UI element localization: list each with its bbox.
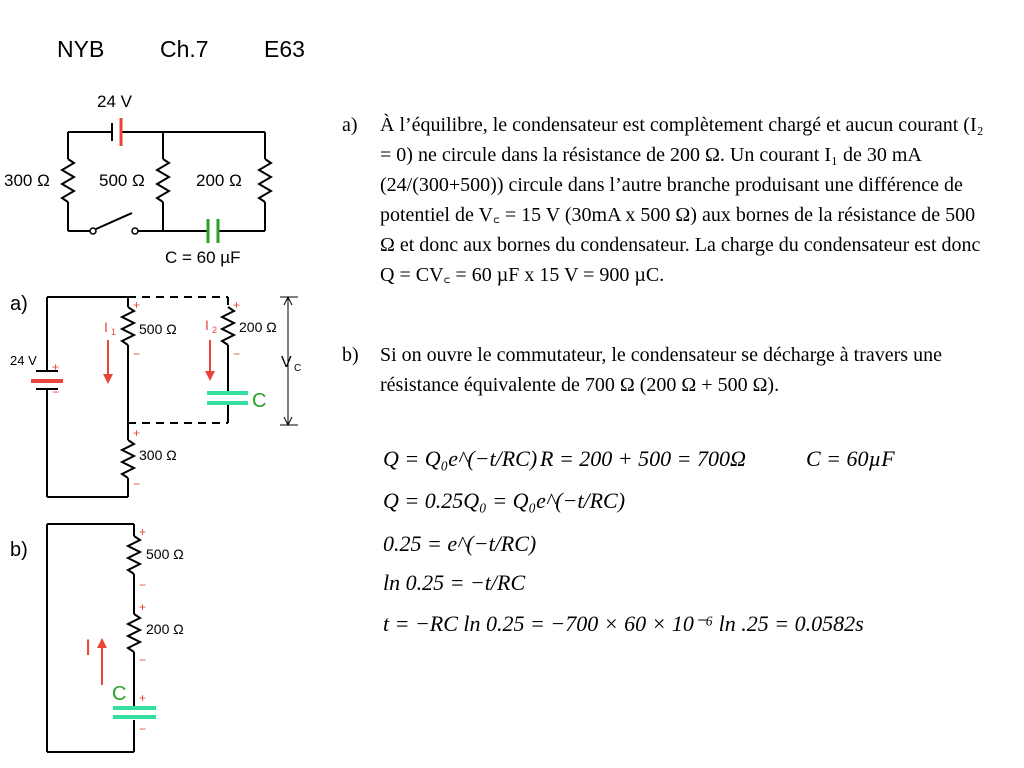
answer-a-text: À l’équilibre, le condensateur est complètement chargé et aucun courant (I₂ = 0) ne circule dans la résistance de 200 Ω. Un courant I₁ de 30 mA (24/(300+500)) circule dans l’autre branche produisant une différence de potentiel de V꜀ = 15 V (30mA x 500 Ω) aux bornes de la résistance de 500 Ω et donc aux bornes du condensateur. La charge du condensateur est donc Q = CV꜀ = 60 µF x 15 V = 900 µC. <box>380 114 984 286</box>
answer-b-text: Si on ouvre le commutateur, le condensateur se décharge à travers une résistance équivalente de 700 Ω (200 Ω + 500 Ω). <box>380 344 942 396</box>
current-i1-sub: 1 <box>111 327 117 337</box>
circuit-diagram-top <box>0 85 290 270</box>
plus-sign: + <box>139 691 147 705</box>
capacitor-label: C <box>112 683 127 705</box>
equation-quarter-charge: Q = 0.25Q₀ = Q₀e^(−t/RC) <box>383 488 626 513</box>
answer-a-label: a) <box>342 114 358 136</box>
equation-capacitance: C = 60µF <box>806 446 895 471</box>
plus-sign: + <box>52 360 60 374</box>
circuit-diagram-b <box>0 518 220 763</box>
circuit-b-label: b) <box>10 539 28 561</box>
exercise-title: E63 <box>264 36 305 62</box>
plus-sign: + <box>133 298 141 312</box>
r500-label: 500 Ω <box>139 321 177 337</box>
current-i1-label: I <box>104 319 108 335</box>
plus-sign: + <box>233 298 241 312</box>
minus-sign: − <box>133 477 141 491</box>
answer-b-label: b) <box>342 344 359 366</box>
plus-sign: + <box>139 600 147 614</box>
battery-label: 24 V <box>10 353 37 368</box>
capacitor-label: C = 60 µF <box>165 248 241 267</box>
vc-label: V <box>281 354 292 371</box>
plus-sign: + <box>139 525 147 539</box>
minus-sign: − <box>139 722 147 736</box>
vc-sub: C <box>294 363 302 374</box>
r200-label: 200 Ω <box>239 319 277 335</box>
r200-label: 200 Ω <box>146 621 184 637</box>
minus-sign: − <box>133 347 141 361</box>
chapter-title: Ch.7 <box>160 36 209 62</box>
minus-sign: − <box>52 385 60 399</box>
equation-log: ln 0.25 = −t/RC <box>383 570 526 595</box>
minus-sign: − <box>139 578 147 592</box>
switch-terminal-icon <box>90 228 96 234</box>
equation-exponent: 0.25 = e^(−t/RC) <box>383 531 537 556</box>
r500-label: 500 Ω <box>146 546 184 562</box>
minus-sign: − <box>233 347 241 361</box>
plus-sign: + <box>133 426 141 440</box>
current-i2-label: I <box>205 317 209 333</box>
equation-decay: Q = Q₀e^(−t/RC) <box>383 446 538 471</box>
circuit-diagram-a <box>0 285 320 510</box>
r500-label: 500 Ω <box>99 171 145 190</box>
minus-sign: − <box>139 653 147 667</box>
current-label: I <box>85 635 92 660</box>
r300-label: 300 Ω <box>4 171 50 190</box>
r300-label: 300 Ω <box>139 447 177 463</box>
r200-label: 200 Ω <box>196 171 242 190</box>
equation-resistance: R = 200 + 500 = 700Ω <box>540 446 746 471</box>
circuit-a-label: a) <box>10 293 28 315</box>
capacitor-label: C <box>252 390 267 412</box>
battery-label: 24 V <box>97 92 132 111</box>
course-title: NYB <box>57 36 105 62</box>
current-i2-sub: 2 <box>212 325 218 335</box>
equation-time: t = −RC ln 0.25 = −700 × 60 × 10⁻⁶ ln .25 = 0.0582s <box>383 611 864 636</box>
